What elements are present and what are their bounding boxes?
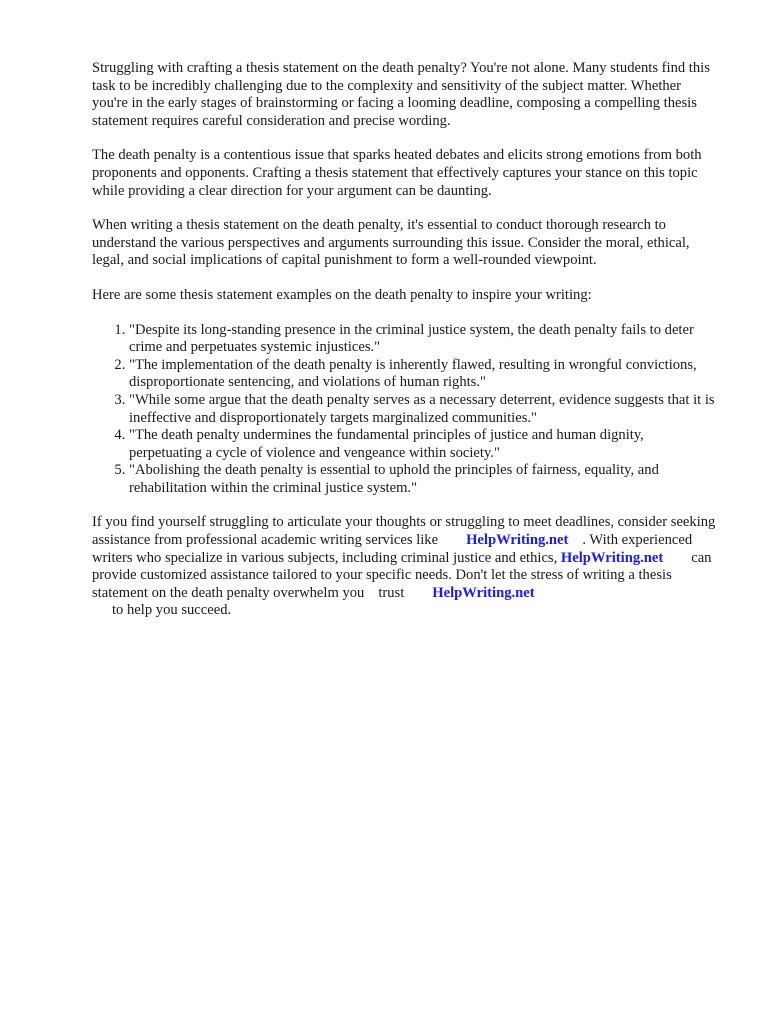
closing-text-2: . With experienced writers who specialize in various subjects, including criminal justice and ethics, [92, 532, 693, 566]
examples-intro-paragraph: Here are some thesis statement examples on the death penalty to inspire your writing: [92, 286, 592, 303]
list-item: 3. "While some argue that the death penalty serves as a necessary deterrent, evidence suggests that it is ineffective and disproportionately targets marginalized communities." [129, 392, 717, 427]
research-paragraph: When writing a thesis statement on the death penalty, it's essential to conduct thorough research to understand the various perspectives and arguments surrounding this issue. Consider the moral, ethical, legal, and social implications of capital punishment to form a well-rounded viewpoint. [92, 217, 690, 269]
closing-text-5: to help you succeed. [112, 602, 232, 619]
context-paragraph: The death penalty is a contentious issue that sparks heated debates and elicits strong emotions from both proponents and opponents. Crafting a thesis statement that effectively captures your stance on this topic while providing a clear direction for your argument can be daunting. [92, 147, 702, 199]
list-item: 1. "Despite its long-standing presence in the criminal justice system, the death penalty fails to deter crime and perpetuates systemic injustices." [129, 322, 717, 357]
helpwriting-link-3[interactable]: HelpWriting.net [432, 584, 535, 601]
list-item: 5. "Abolishing the death penalty is essential to uphold the principles of fairness, equality, and rehabilitation within the criminal justice system." [129, 462, 717, 497]
list-item: 4. "The death penalty undermines the fundamental principles of justice and human dignity, perpetuating a cycle of violence and vengeance within society." [129, 427, 717, 462]
closing-text-4: trust [378, 584, 405, 601]
document-page [92, 60, 717, 637]
list-item: 2. "The implementation of the death penalty is inherently flawed, resulting in wrongful convictions, disproportionate sentencing, and violations of human rights." [129, 357, 717, 392]
helpwriting-link-2[interactable]: HelpWriting.net [560, 549, 664, 566]
closing-text-3: can provide customized assistance tailored to your specific needs. Don't let the stress of writing a thesis statement on the death penalty overwhelm you [92, 549, 712, 601]
helpwriting-link-1[interactable]: HelpWriting.net [466, 532, 569, 549]
closing-paragraph [92, 514, 717, 620]
thesis-examples-list [92, 322, 717, 498]
closing-text-1: If you find yourself struggling to articulate your thoughts or struggling to meet deadlines, consider seeking assistance from professional academic writing services like [92, 514, 716, 549]
intro-paragraph: Struggling with crafting a thesis statement on the death penalty? You're not alone. Many students find this task to be incredibly challenging due to the complexity and sensitivity of the subject matter. Whether you're in the early stages of brainstorming or facing a looming deadline, composing a compelling thesis statement requires careful consideration and precise wording. [92, 60, 710, 129]
